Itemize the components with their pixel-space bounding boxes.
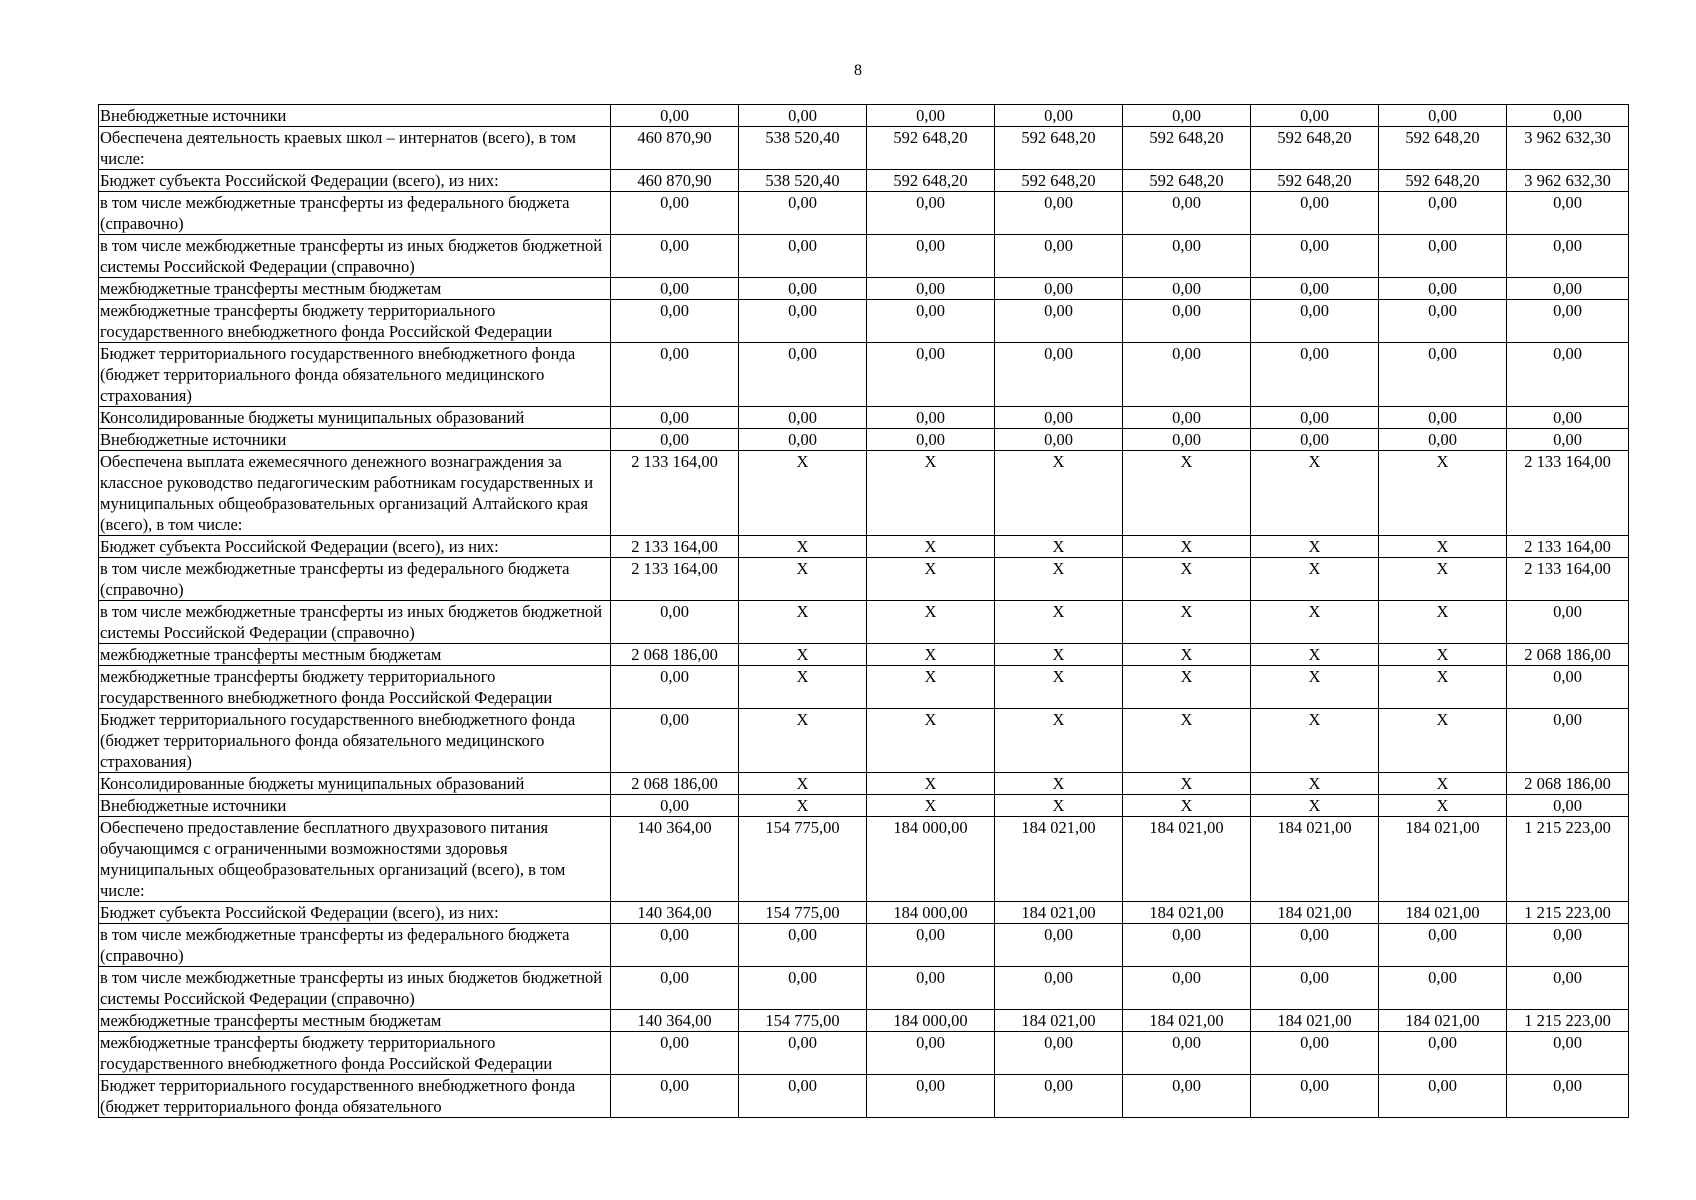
row-label: межбюджетные трансферты местным бюджетам <box>99 1010 611 1032</box>
value-cell: 154 775,00 <box>739 817 867 902</box>
value-cell: 184 000,00 <box>867 902 995 924</box>
value-cell: 592 648,20 <box>1379 170 1507 192</box>
value-cell: 184 021,00 <box>995 1010 1123 1032</box>
value-cell: 0,00 <box>1123 407 1251 429</box>
table-row <box>99 709 1629 773</box>
row-label: в том числе межбюджетные трансферты из иных бюджетов бюджетной системы Российской Федерации (справочно) <box>99 235 611 278</box>
value-cell: 0,00 <box>1379 235 1507 278</box>
value-cell: 2 133 164,00 <box>611 536 739 558</box>
value-cell: 0,00 <box>1123 343 1251 407</box>
value-cell: 0,00 <box>1123 924 1251 967</box>
value-cell: Х <box>1379 795 1507 817</box>
value-cell: Х <box>1251 795 1379 817</box>
value-cell: Х <box>1123 709 1251 773</box>
value-cell: Х <box>1123 773 1251 795</box>
table-row <box>99 558 1629 601</box>
value-cell: Х <box>867 773 995 795</box>
value-cell: Х <box>1379 644 1507 666</box>
row-label: Бюджет субъекта Российской Федерации (всего), из них: <box>99 536 611 558</box>
value-cell: 0,00 <box>995 1032 1123 1075</box>
value-cell: 184 021,00 <box>1251 1010 1379 1032</box>
total-cell: 0,00 <box>1507 105 1629 127</box>
row-label: Внебюджетные источники <box>99 429 611 451</box>
total-cell: 1 215 223,00 <box>1507 817 1629 902</box>
value-cell: 0,00 <box>995 300 1123 343</box>
value-cell: 0,00 <box>1123 192 1251 235</box>
value-cell: 0,00 <box>611 601 739 644</box>
total-cell: 0,00 <box>1507 300 1629 343</box>
value-cell: 2 133 164,00 <box>611 451 739 536</box>
table-row <box>99 1075 1629 1118</box>
value-cell: 592 648,20 <box>1123 127 1251 170</box>
value-cell: Х <box>1251 536 1379 558</box>
value-cell: 184 021,00 <box>1251 902 1379 924</box>
table-row <box>99 105 1629 127</box>
value-cell: 0,00 <box>1379 192 1507 235</box>
value-cell: 0,00 <box>995 967 1123 1010</box>
value-cell: Х <box>1251 709 1379 773</box>
table-row <box>99 127 1629 170</box>
value-cell: 184 021,00 <box>1123 1010 1251 1032</box>
value-cell: Х <box>867 558 995 601</box>
value-cell: 0,00 <box>867 1075 995 1118</box>
value-cell: Х <box>1123 451 1251 536</box>
table-row <box>99 773 1629 795</box>
row-label: межбюджетные трансферты местным бюджетам <box>99 278 611 300</box>
value-cell: Х <box>1123 601 1251 644</box>
value-cell: 184 021,00 <box>1251 817 1379 902</box>
value-cell: 0,00 <box>867 235 995 278</box>
value-cell: 592 648,20 <box>995 127 1123 170</box>
table-row <box>99 902 1629 924</box>
value-cell: Х <box>995 451 1123 536</box>
table-row <box>99 300 1629 343</box>
value-cell: 0,00 <box>1251 278 1379 300</box>
row-label: в том числе межбюджетные трансферты из иных бюджетов бюджетной системы Российской Федерации (справочно) <box>99 601 611 644</box>
value-cell: 0,00 <box>867 407 995 429</box>
value-cell: 538 520,40 <box>739 170 867 192</box>
value-cell: 0,00 <box>1379 300 1507 343</box>
table-row <box>99 666 1629 709</box>
value-cell: 0,00 <box>739 1032 867 1075</box>
value-cell: 0,00 <box>1379 278 1507 300</box>
total-cell: 2 068 186,00 <box>1507 773 1629 795</box>
value-cell: 592 648,20 <box>867 127 995 170</box>
value-cell: 0,00 <box>611 429 739 451</box>
value-cell: Х <box>867 451 995 536</box>
row-label: Обеспечена деятельность краевых школ – интернатов (всего), в том числе: <box>99 127 611 170</box>
total-cell: 2 133 164,00 <box>1507 536 1629 558</box>
value-cell: 0,00 <box>611 343 739 407</box>
value-cell: 0,00 <box>611 1032 739 1075</box>
table-row <box>99 278 1629 300</box>
row-label: Бюджет территориального государственного внебюджетного фонда (бюджет территориального фонда обязательного медицинского страхования) <box>99 709 611 773</box>
table-row <box>99 817 1629 902</box>
table-row <box>99 429 1629 451</box>
total-cell: 0,00 <box>1507 666 1629 709</box>
value-cell: Х <box>867 709 995 773</box>
value-cell: 184 021,00 <box>995 902 1123 924</box>
value-cell: 0,00 <box>611 1075 739 1118</box>
value-cell: Х <box>995 558 1123 601</box>
value-cell: 592 648,20 <box>995 170 1123 192</box>
value-cell: Х <box>1379 601 1507 644</box>
row-label: Бюджет субъекта Российской Федерации (всего), из них: <box>99 902 611 924</box>
value-cell: Х <box>739 601 867 644</box>
value-cell: 0,00 <box>1123 1032 1251 1075</box>
row-label: в том числе межбюджетные трансферты из федерального бюджета (справочно) <box>99 558 611 601</box>
value-cell: Х <box>739 709 867 773</box>
value-cell: 592 648,20 <box>867 170 995 192</box>
value-cell: 0,00 <box>739 235 867 278</box>
total-cell: 0,00 <box>1507 407 1629 429</box>
value-cell: Х <box>995 773 1123 795</box>
table-row <box>99 601 1629 644</box>
value-cell: 0,00 <box>739 192 867 235</box>
table-row <box>99 644 1629 666</box>
value-cell: Х <box>867 601 995 644</box>
value-cell: 0,00 <box>995 429 1123 451</box>
value-cell: 0,00 <box>995 105 1123 127</box>
value-cell: 0,00 <box>867 192 995 235</box>
value-cell: 184 021,00 <box>1379 817 1507 902</box>
value-cell: 0,00 <box>611 235 739 278</box>
total-cell: 0,00 <box>1507 235 1629 278</box>
value-cell: 0,00 <box>739 407 867 429</box>
value-cell: 184 021,00 <box>1123 902 1251 924</box>
value-cell: 0,00 <box>995 407 1123 429</box>
value-cell: 592 648,20 <box>1379 127 1507 170</box>
row-label: Консолидированные бюджеты муниципальных образований <box>99 773 611 795</box>
value-cell: 0,00 <box>867 343 995 407</box>
row-label: межбюджетные трансферты бюджету территориального государственного внебюджетного фонда Российской Федерации <box>99 1032 611 1075</box>
value-cell: 0,00 <box>1379 924 1507 967</box>
value-cell: Х <box>867 644 995 666</box>
value-cell: Х <box>995 536 1123 558</box>
table-row <box>99 1032 1629 1075</box>
row-label: Бюджет территориального государственного внебюджетного фонда (бюджет территориального фонда обязательного <box>99 1075 611 1118</box>
table-row <box>99 170 1629 192</box>
value-cell: Х <box>739 451 867 536</box>
value-cell: 0,00 <box>739 278 867 300</box>
row-label: Консолидированные бюджеты муниципальных образований <box>99 407 611 429</box>
value-cell: Х <box>1251 558 1379 601</box>
total-cell: 1 215 223,00 <box>1507 902 1629 924</box>
value-cell: 592 648,20 <box>1123 170 1251 192</box>
value-cell: Х <box>1123 795 1251 817</box>
table-row <box>99 343 1629 407</box>
value-cell: 2 068 186,00 <box>611 644 739 666</box>
value-cell: 0,00 <box>1123 300 1251 343</box>
value-cell: Х <box>1379 536 1507 558</box>
value-cell: 0,00 <box>1251 1075 1379 1118</box>
value-cell: 184 021,00 <box>1123 817 1251 902</box>
row-label: в том числе межбюджетные трансферты из федерального бюджета (справочно) <box>99 924 611 967</box>
value-cell: 0,00 <box>867 300 995 343</box>
value-cell: 0,00 <box>1123 1075 1251 1118</box>
value-cell: 0,00 <box>1251 300 1379 343</box>
total-cell: 1 215 223,00 <box>1507 1010 1629 1032</box>
value-cell: Х <box>1123 558 1251 601</box>
row-label: Обеспечено предоставление бесплатного двухразового питания обучающимся с ограниченными возможностями здоровья муниципальных общеобразовательных организаций (всего), в том числе: <box>99 817 611 902</box>
value-cell: 0,00 <box>1379 1032 1507 1075</box>
value-cell: Х <box>995 795 1123 817</box>
total-cell: 0,00 <box>1507 192 1629 235</box>
value-cell: 0,00 <box>1251 1032 1379 1075</box>
value-cell: Х <box>995 644 1123 666</box>
value-cell: 0,00 <box>1251 429 1379 451</box>
value-cell: 0,00 <box>739 343 867 407</box>
value-cell: 140 364,00 <box>611 817 739 902</box>
value-cell: 460 870,90 <box>611 127 739 170</box>
value-cell: 0,00 <box>995 192 1123 235</box>
value-cell: Х <box>1251 773 1379 795</box>
value-cell: Х <box>867 666 995 709</box>
budget-table <box>98 104 1629 1118</box>
table-row <box>99 1010 1629 1032</box>
value-cell: 0,00 <box>1123 278 1251 300</box>
total-cell: 3 962 632,30 <box>1507 127 1629 170</box>
value-cell: Х <box>739 666 867 709</box>
value-cell: 0,00 <box>611 795 739 817</box>
value-cell: 184 000,00 <box>867 817 995 902</box>
table-row <box>99 795 1629 817</box>
value-cell: Х <box>739 773 867 795</box>
value-cell: 0,00 <box>1379 429 1507 451</box>
table-row <box>99 407 1629 429</box>
value-cell: 0,00 <box>1379 1075 1507 1118</box>
value-cell: 0,00 <box>739 105 867 127</box>
page-number: 8 <box>854 62 862 79</box>
value-cell: Х <box>739 795 867 817</box>
total-cell: 2 068 186,00 <box>1507 644 1629 666</box>
value-cell: 184 021,00 <box>1379 1010 1507 1032</box>
value-cell: 0,00 <box>1123 967 1251 1010</box>
value-cell: Х <box>1251 666 1379 709</box>
value-cell: 592 648,20 <box>1251 170 1379 192</box>
value-cell: Х <box>995 601 1123 644</box>
value-cell: 0,00 <box>995 235 1123 278</box>
row-label: Бюджет территориального государственного внебюджетного фонда (бюджет территориального фонда обязательного медицинского страхования) <box>99 343 611 407</box>
total-cell: 0,00 <box>1507 1075 1629 1118</box>
value-cell: Х <box>1251 601 1379 644</box>
value-cell: 0,00 <box>867 429 995 451</box>
table-row <box>99 924 1629 967</box>
value-cell: 154 775,00 <box>739 902 867 924</box>
value-cell: 140 364,00 <box>611 902 739 924</box>
value-cell: Х <box>1379 666 1507 709</box>
value-cell: 0,00 <box>867 1032 995 1075</box>
table-row <box>99 536 1629 558</box>
value-cell: Х <box>1123 666 1251 709</box>
table-row <box>99 235 1629 278</box>
total-cell: 0,00 <box>1507 795 1629 817</box>
total-cell: 2 133 164,00 <box>1507 451 1629 536</box>
value-cell: 0,00 <box>611 967 739 1010</box>
value-cell: Х <box>1379 773 1507 795</box>
value-cell: 460 870,90 <box>611 170 739 192</box>
value-cell: 0,00 <box>611 709 739 773</box>
total-cell: 0,00 <box>1507 967 1629 1010</box>
row-label: Внебюджетные источники <box>99 795 611 817</box>
total-cell: 0,00 <box>1507 709 1629 773</box>
value-cell: 184 021,00 <box>1379 902 1507 924</box>
value-cell: 0,00 <box>1379 407 1507 429</box>
row-label: Обеспечена выплата ежемесячного денежного вознаграждения за классное руководство педагогическим работникам государственных и муниципальных общеобразовательных организаций Алтайского края (всего), в том числе: <box>99 451 611 536</box>
table-row <box>99 451 1629 536</box>
value-cell: 0,00 <box>995 343 1123 407</box>
value-cell: 0,00 <box>1251 924 1379 967</box>
row-label: межбюджетные трансферты бюджету территориального государственного внебюджетного фонда Российской Федерации <box>99 666 611 709</box>
value-cell: 0,00 <box>611 666 739 709</box>
value-cell: 0,00 <box>739 429 867 451</box>
value-cell: Х <box>1251 644 1379 666</box>
value-cell: 0,00 <box>1379 343 1507 407</box>
total-cell: 0,00 <box>1507 924 1629 967</box>
value-cell: 0,00 <box>611 278 739 300</box>
value-cell: Х <box>1379 451 1507 536</box>
table-row <box>99 967 1629 1010</box>
value-cell: 538 520,40 <box>739 127 867 170</box>
value-cell: 0,00 <box>867 278 995 300</box>
value-cell: 0,00 <box>867 105 995 127</box>
table-row <box>99 192 1629 235</box>
value-cell: 592 648,20 <box>1251 127 1379 170</box>
value-cell: 0,00 <box>1379 967 1507 1010</box>
value-cell: 0,00 <box>611 300 739 343</box>
value-cell: 0,00 <box>611 192 739 235</box>
value-cell: 0,00 <box>1251 343 1379 407</box>
value-cell: 0,00 <box>739 924 867 967</box>
value-cell: 0,00 <box>995 278 1123 300</box>
row-label: в том числе межбюджетные трансферты из федерального бюджета (справочно) <box>99 192 611 235</box>
value-cell: 0,00 <box>867 967 995 1010</box>
value-cell: 0,00 <box>611 105 739 127</box>
value-cell: 2 133 164,00 <box>611 558 739 601</box>
value-cell: Х <box>1123 644 1251 666</box>
value-cell: 154 775,00 <box>739 1010 867 1032</box>
value-cell: 0,00 <box>611 924 739 967</box>
row-label: межбюджетные трансферты местным бюджетам <box>99 644 611 666</box>
value-cell: 0,00 <box>1251 967 1379 1010</box>
value-cell: 0,00 <box>1251 105 1379 127</box>
value-cell: 0,00 <box>1251 235 1379 278</box>
value-cell: 140 364,00 <box>611 1010 739 1032</box>
total-cell: 0,00 <box>1507 1032 1629 1075</box>
value-cell: Х <box>995 709 1123 773</box>
value-cell: 0,00 <box>867 924 995 967</box>
total-cell: 0,00 <box>1507 429 1629 451</box>
table-body <box>99 105 1629 1118</box>
total-cell: 0,00 <box>1507 343 1629 407</box>
value-cell: Х <box>739 536 867 558</box>
value-cell: 0,00 <box>995 1075 1123 1118</box>
total-cell: 3 962 632,30 <box>1507 170 1629 192</box>
total-cell: 0,00 <box>1507 601 1629 644</box>
value-cell: 0,00 <box>1123 429 1251 451</box>
value-cell: 0,00 <box>1251 192 1379 235</box>
value-cell: 0,00 <box>739 1075 867 1118</box>
value-cell: 0,00 <box>995 924 1123 967</box>
value-cell: Х <box>995 666 1123 709</box>
value-cell: 0,00 <box>1379 105 1507 127</box>
value-cell: Х <box>867 536 995 558</box>
row-label: Внебюджетные источники <box>99 105 611 127</box>
value-cell: 0,00 <box>739 300 867 343</box>
value-cell: Х <box>1379 558 1507 601</box>
value-cell: Х <box>739 558 867 601</box>
value-cell: 0,00 <box>1123 105 1251 127</box>
value-cell: Х <box>1251 451 1379 536</box>
value-cell: Х <box>739 644 867 666</box>
value-cell: Х <box>1379 709 1507 773</box>
value-cell: 0,00 <box>611 407 739 429</box>
row-label: межбюджетные трансферты бюджету территориального государственного внебюджетного фонда Российской Федерации <box>99 300 611 343</box>
total-cell: 0,00 <box>1507 278 1629 300</box>
value-cell: 0,00 <box>1123 235 1251 278</box>
total-cell: 2 133 164,00 <box>1507 558 1629 601</box>
row-label: в том числе межбюджетные трансферты из иных бюджетов бюджетной системы Российской Федерации (справочно) <box>99 967 611 1010</box>
value-cell: 184 021,00 <box>995 817 1123 902</box>
value-cell: Х <box>867 795 995 817</box>
row-label: Бюджет субъекта Российской Федерации (всего), из них: <box>99 170 611 192</box>
value-cell: 184 000,00 <box>867 1010 995 1032</box>
value-cell: 0,00 <box>1251 407 1379 429</box>
value-cell: 0,00 <box>739 967 867 1010</box>
value-cell: Х <box>1123 536 1251 558</box>
value-cell: 2 068 186,00 <box>611 773 739 795</box>
